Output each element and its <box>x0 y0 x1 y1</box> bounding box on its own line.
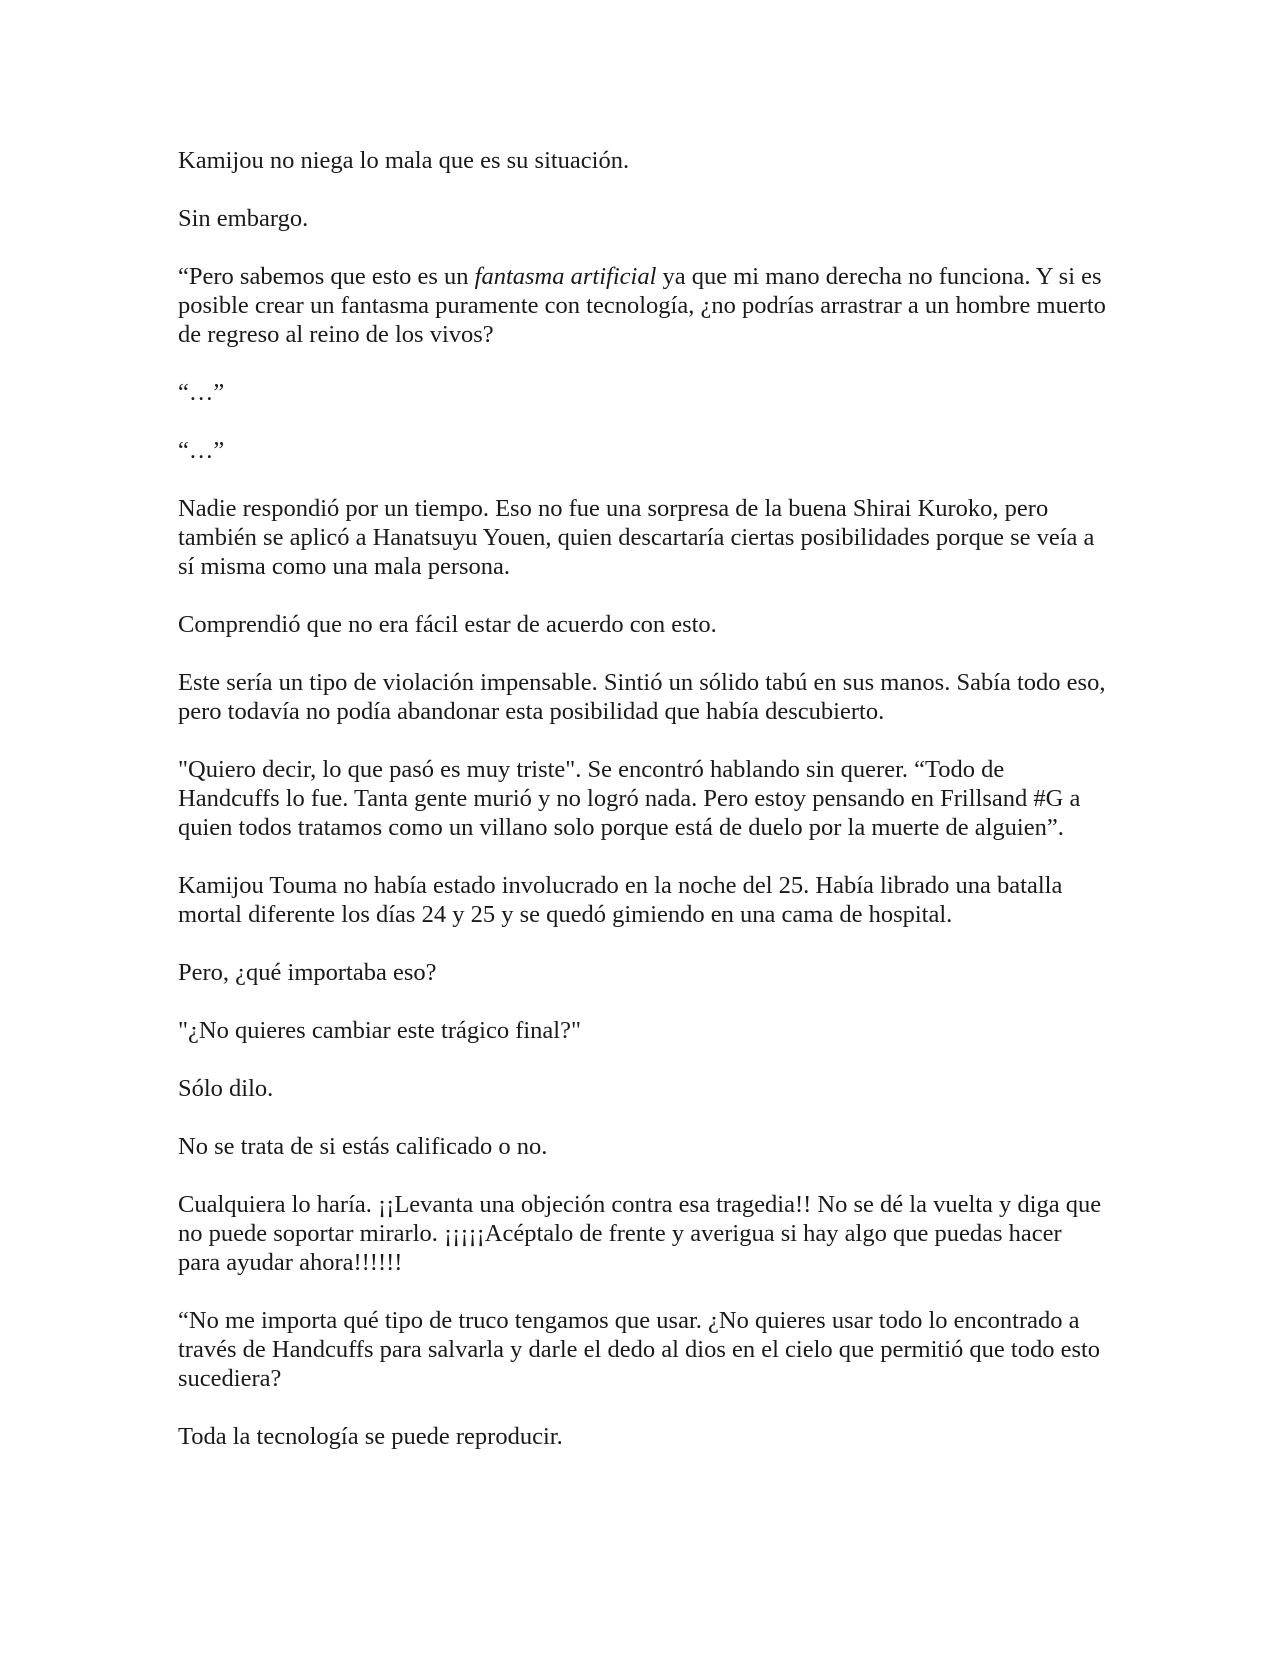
paragraph-14: No se trata de si estás calificado o no. <box>178 1133 548 1160</box>
paragraph-4: “…” <box>178 379 225 406</box>
paragraph-1: Kamijou no niega lo mala que es su situación. <box>178 147 630 174</box>
paragraph-8: Este sería un tipo de violación impensable. Sintió un sólido tabú en sus manos. Sabía todo eso, pero todavía no podía abandonar esta posibilidad que había descubierto. <box>178 669 1106 725</box>
paragraph-15: Cualquiera lo haría. ¡¡Levanta una objeción contra esa tragedia!! No se dé la vuelta y diga que no puede soportar mirarlo. ¡¡¡¡¡Acéptalo de frente y averigua si hay algo que puedas hacer para ayudar ahora!!!!!! <box>178 1191 1102 1276</box>
paragraph-5: “…” <box>178 437 225 464</box>
paragraph-17: Toda la tecnología se puede reproducir. <box>178 1423 563 1450</box>
paragraph-3 <box>178 262 1108 349</box>
paragraph-9: "Quiero decir, lo que pasó es muy triste". Se encontró hablando sin querer. “Todo de Handcuffs lo fue. Tanta gente murió y no logró nada. Pero estoy pensando en Frillsand #G a quien todos tratamos como un villano solo porque está de duelo por la muerte de alguien”. <box>178 756 1081 841</box>
paragraph-11: Pero, ¿qué importaba eso? <box>178 959 437 986</box>
paragraph-2: Sin embargo. <box>178 205 309 232</box>
paragraph-3-start: “Pero sabemos que esto es un <box>178 263 475 290</box>
paragraph-13: Sólo dilo. <box>178 1075 274 1102</box>
paragraph-6: Nadie respondió por un tiempo. Eso no fue una sorpresa de la buena Shirai Kuroko, pero también se aplicó a Hanatsuyu Youen, quien descartaría ciertas posibilidades porque se veía a sí misma como una mala persona. <box>178 495 1095 580</box>
paragraph-12: "¿No quieres cambiar este trágico final?" <box>178 1017 581 1044</box>
paragraph-3-end: ya que mi mano derecha no funciona. Y si es posible crear un fantasma puramente con tecnología, ¿no podrías arrastrar a un hombre muerto de regreso al reino de los vivos? <box>178 263 1106 348</box>
paragraph-3-italic: fantasma artificial <box>474 263 657 290</box>
paragraph-10: Kamijou Touma no había estado involucrado en la noche del 25. Había librado una batalla mortal diferente los días 24 y 25 y se quedó gimiendo en una cama de hospital. <box>178 872 1063 928</box>
paragraph-16: “No me importa qué tipo de truco tengamos que usar. ¿No quieres usar todo lo encontrado a través de Handcuffs para salvarla y darle el dedo al dios en el cielo que permitió que todo esto sucediera? <box>178 1307 1101 1392</box>
document-body <box>178 146 1108 1451</box>
paragraph-7: Comprendió que no era fácil estar de acuerdo con esto. <box>178 611 717 638</box>
